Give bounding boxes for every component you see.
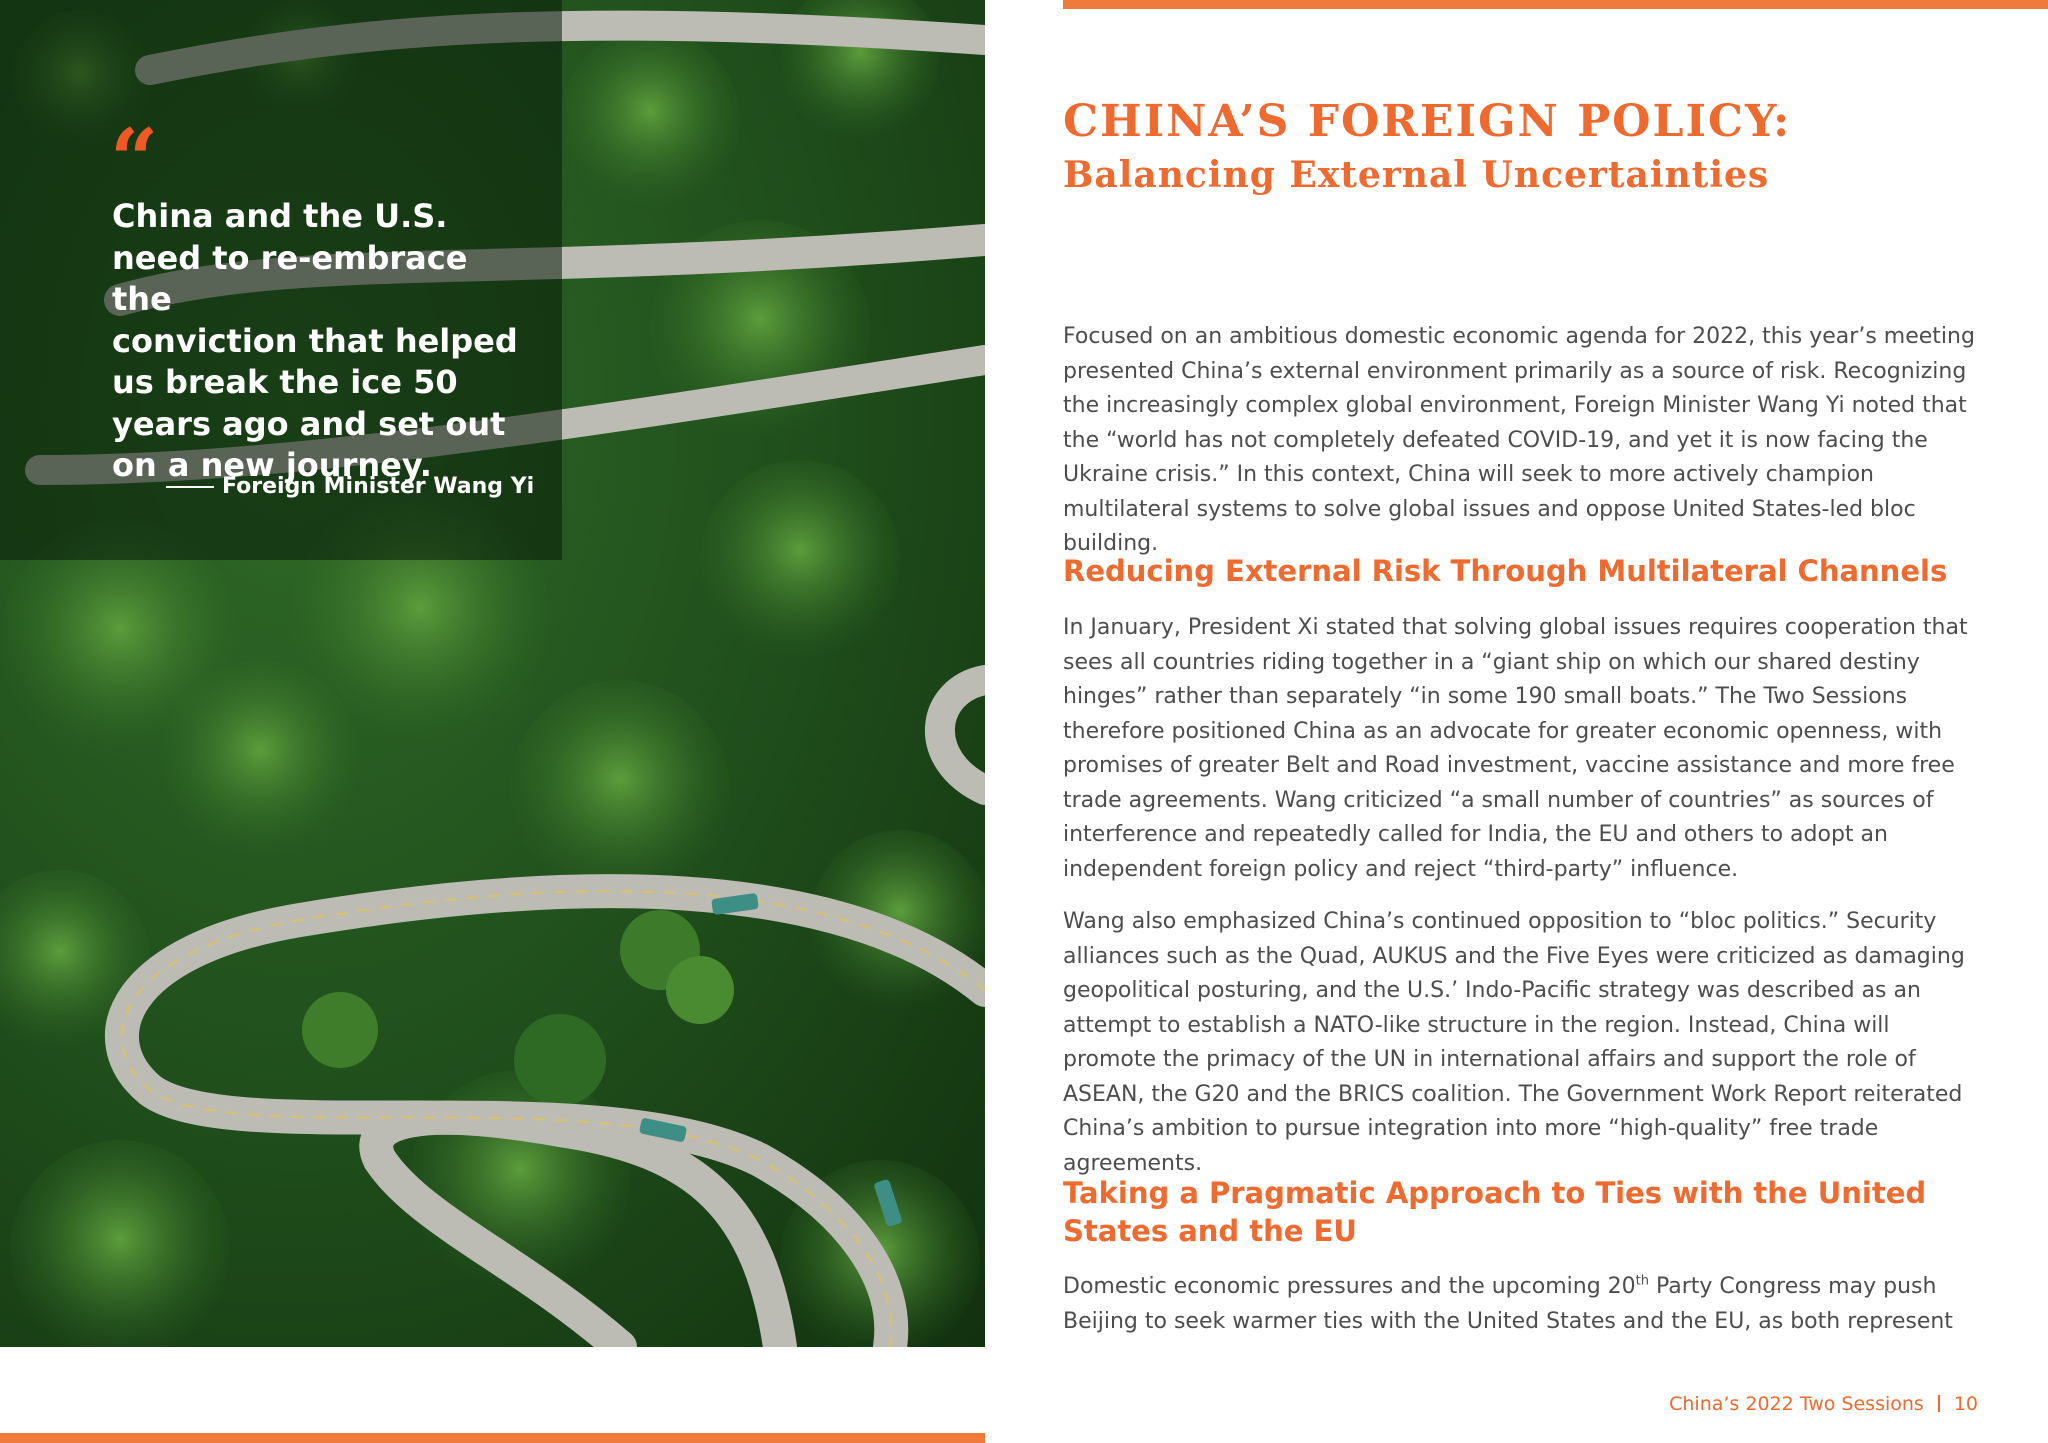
quote-panel: [0, 0, 562, 560]
ordinal-suffix: th: [1635, 1273, 1649, 1289]
footer-separator: [1938, 1395, 1940, 1412]
bottom-accent-bar: [0, 1433, 985, 1443]
section-heading-multilateral: Reducing External Risk Through Multilateral Channels: [1063, 554, 1948, 588]
attribution-dash: [166, 486, 214, 488]
attribution-name: Foreign Minister Wang Yi: [222, 474, 535, 499]
pull-quote: [112, 196, 532, 487]
section2-paragraph-1: [1063, 1270, 1983, 1339]
quote-line: years ago and set out: [112, 404, 506, 443]
page-number: 10: [1953, 1393, 1978, 1415]
section2-text-a: Domestic economic pressures and the upcoming 20: [1063, 1274, 1636, 1299]
quote-line: conviction that helped: [112, 321, 518, 360]
quote-attribution: [166, 474, 534, 499]
cover-photo: [0, 0, 985, 1347]
article-subtitle: Balancing External Uncertainties: [1063, 154, 1770, 196]
quote-line: need to re-embrace the: [112, 238, 468, 318]
page-footer: [1669, 1393, 1978, 1415]
section1-paragraph-2: Wang also emphasized China’s continued opposition to “bloc politics.” Security alliances such as the Quad, AUKUS and the Five Eyes were criticized as damaging geopolitical posturing, and the U.S.’ Indo-Pacific strategy was described as an attempt to establish a NATO-like structure in the region. Instead, China will promote the primacy of the UN in international affairs and support the role of ASEAN, the G20 and the BRICS coalition. The Government Work Report reiterated China’s ambition to pursue integration into more “high-quality” free trade agreements.: [1063, 909, 1965, 1176]
section2-text-b: Party Congress may push Beijing to seek warmer ties with the United States and the EU, as both represent: [1063, 1274, 1953, 1334]
intro-paragraph: Focused on an ambitious domestic economic agenda for 2022, this year’s meeting presented China’s external environment primarily as a source of risk. Recognizing the increasingly complex global environment, Foreign Minister Wang Yi noted that the “world has not completely defeated COVID-19, and yet it is now facing the Ukraine crisis.” In this context, China will seek to more actively champion multilateral systems to solve global issues and oppose United States-led bloc building.: [1063, 324, 1975, 556]
quote-line: China and the U.S.: [112, 197, 448, 235]
quote-line: on a new journey.: [112, 446, 432, 484]
publication-name: China’s 2022 Two Sessions: [1669, 1393, 1924, 1415]
section-heading-pragmatic: Taking a Pragmatic Approach to Ties with the United States and the EU: [1063, 1176, 1927, 1248]
section1-paragraph-1: In January, President Xi stated that solving global issues requires cooperation that sees all countries riding together in a “giant ship on which our shared destiny hinges” rather than separately “in some 190 small boats.” The Two Sessions therefore positioned China as an advocate for greater economic openness, with promises of greater Belt and Road investment, vaccine assistance and more free trade agreements. Wang criticized “a small number of countries” as sources of interference and repeatedly called for India, the EU and others to adopt an independent foreign policy and reject “third-party” influence.: [1063, 615, 1968, 882]
top-accent-bar: [1063, 0, 2048, 9]
article-title: CHINA’S FOREIGN POLICY:: [1063, 96, 1792, 147]
quote-mark-icon: “: [110, 110, 159, 209]
quote-line: us break the ice 50: [112, 363, 458, 401]
